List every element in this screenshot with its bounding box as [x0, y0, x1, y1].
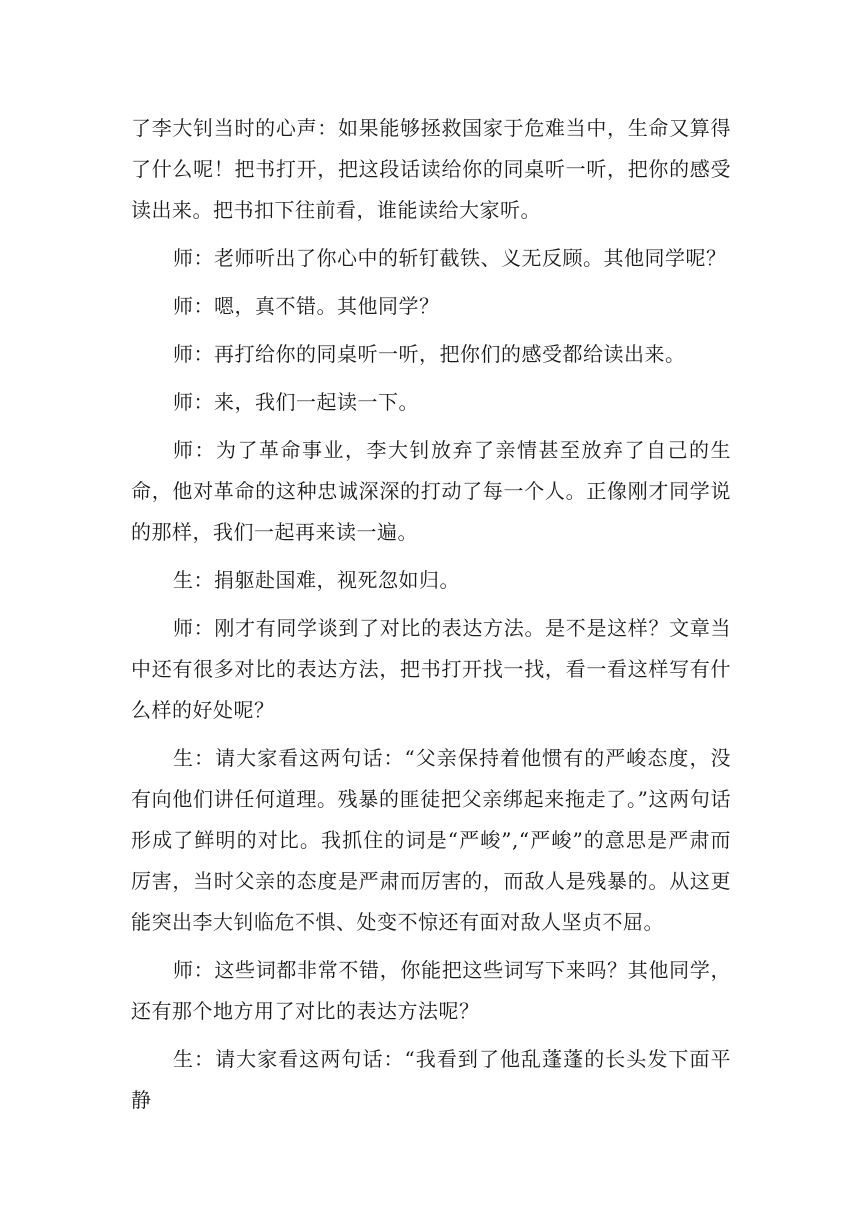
paragraph-10: 师：这些词都非常不错，你能把这些词写下来吗？其他同学，还有那个地方用了对比的表达方法呢？: [131, 958, 731, 1023]
paragraph-5: 师：来，我们一起读一下。: [173, 390, 419, 414]
paragraph-7: 生：捐躯赴国难，视死忽如归。: [173, 568, 460, 592]
paragraph-2: 师：老师听出了你心中的斩钉截铁、义无反顾。其他同学呢？: [173, 246, 727, 270]
paragraph-8: 师：刚才有同学谈到了对比的表达方法。是不是这样？文章当中还有很多对比的表达方法，把书打开找一找，看一看这样写有什么样的好处呢？: [131, 616, 731, 722]
document-body: [131, 108, 731, 1128]
paragraph-1: 了李大钊当时的心声：如果能够拯救国家于危难当中，生命又算得了什么呢！把书打开，把这段话读给你的同桌听一听，把你的感受读出来。把书扣下往前看，谁能读给大家听。: [131, 116, 731, 222]
paragraph-3: 师：嗯，真不错。其他同学？: [173, 294, 440, 318]
paragraph-6: 师：为了革命事业，李大钊放弃了亲情甚至放弃了自己的生命，他对革命的这种忠诚深深的打动了每一个人。正像刚才同学说的那样，我们一起再来读一遍。: [131, 438, 731, 544]
paragraph-4: 师：再打给你的同桌听一听，把你们的感受都给读出来。: [173, 342, 686, 366]
paragraph-11: 生：请大家看这两句话：“我看到了他乱蓬蓬的长头发下面平静: [131, 1047, 731, 1112]
paragraph-9: 生：请大家看这两句话：“父亲保持着他惯有的严峻态度，没有向他们讲任何道理。残暴的匪徒把父亲绑起来拖走了。”这两句话形成了鲜明的对比。我抓住的词是“严峻”,“严峻”的意思是严肃而厉害，当时父亲的态度是严肃而厉害的，而敌人是残暴的。从这更能突出李大钊临危不惧、处变不惊还有面对敌人坚贞不屈。: [131, 746, 731, 934]
